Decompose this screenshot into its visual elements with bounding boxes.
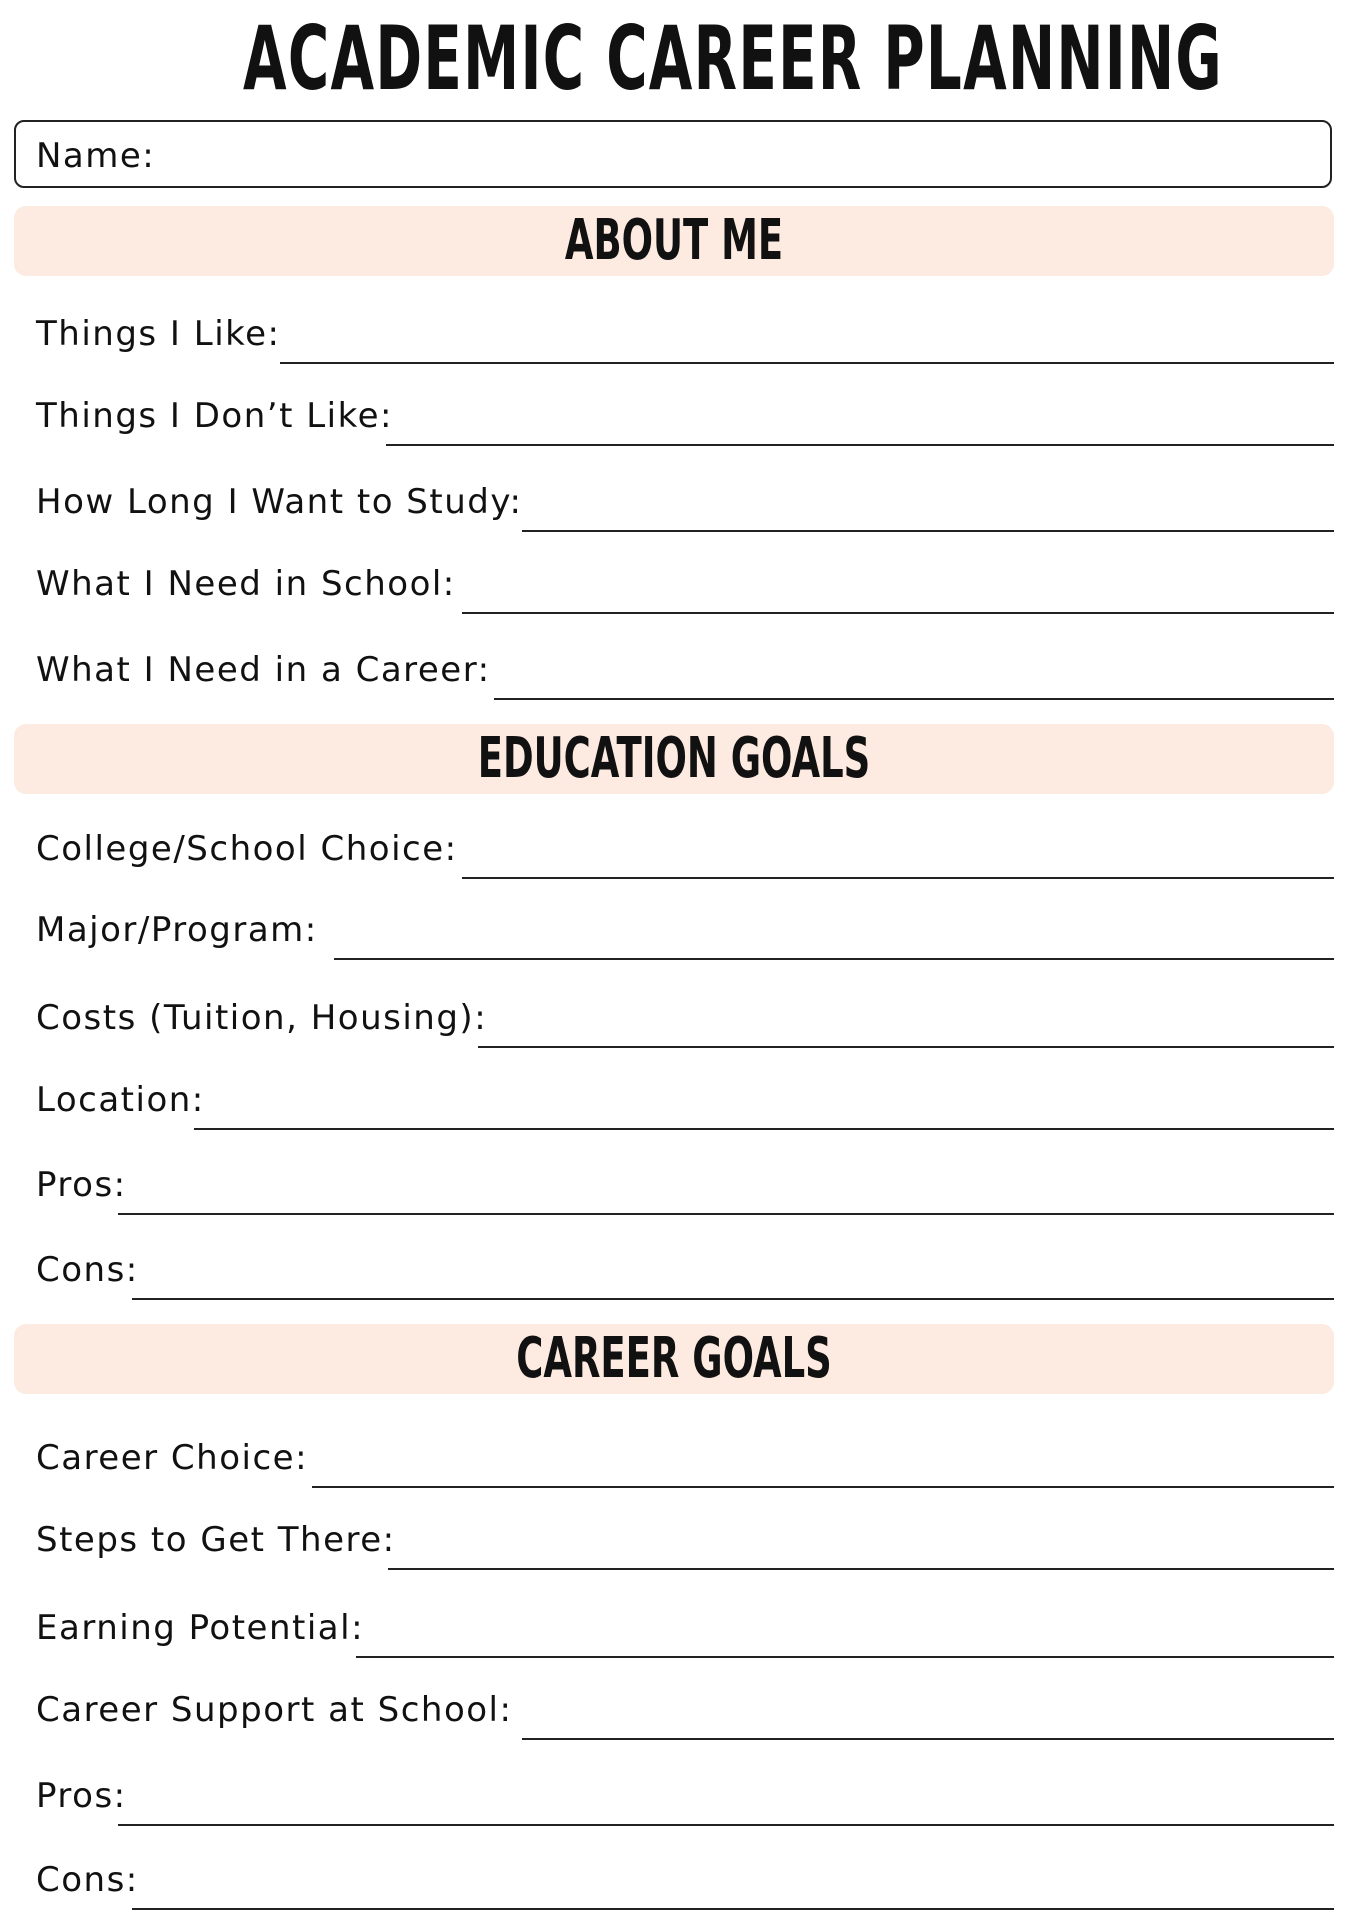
- field-label: Pros:: [36, 1163, 133, 1207]
- field-label: Costs (Tuition, Housing):: [36, 996, 493, 1040]
- field-label: Career Support at School:: [36, 1688, 518, 1732]
- section-header-about: [14, 206, 1334, 276]
- answer-line[interactable]: [494, 698, 1334, 700]
- name-label: Name:: [36, 136, 156, 176]
- page-title: ACADEMIC CAREER PLANNING: [243, 7, 1223, 110]
- answer-line[interactable]: [522, 530, 1334, 532]
- field-earning-potential[interactable]: [36, 1604, 1334, 1658]
- field-label: Cons:: [36, 1248, 145, 1292]
- name-field[interactable]: [14, 120, 1332, 188]
- field-education-pros[interactable]: [36, 1161, 1334, 1215]
- answer-line[interactable]: [132, 1298, 1334, 1300]
- answer-line[interactable]: [132, 1908, 1334, 1910]
- answer-line[interactable]: [522, 1738, 1334, 1740]
- field-label: Location:: [36, 1078, 211, 1122]
- answer-line[interactable]: [280, 362, 1334, 364]
- field-career-support[interactable]: [36, 1686, 1334, 1740]
- section-header-career: [14, 1324, 1334, 1394]
- field-label: Pros:: [36, 1774, 133, 1818]
- field-need-in-career[interactable]: [36, 646, 1334, 700]
- field-label: Career Choice:: [36, 1436, 314, 1480]
- field-label: Major/Program:: [36, 908, 324, 952]
- field-costs[interactable]: [36, 994, 1334, 1048]
- answer-line[interactable]: [356, 1656, 1334, 1658]
- field-label: Earning Potential:: [36, 1606, 370, 1650]
- answer-line[interactable]: [194, 1128, 1334, 1130]
- field-career-choice[interactable]: [36, 1434, 1334, 1488]
- section-header-education: [14, 724, 1334, 794]
- field-things-i-like[interactable]: [36, 310, 1334, 364]
- field-education-cons[interactable]: [36, 1246, 1334, 1300]
- field-label: Things I Like:: [36, 312, 287, 356]
- section-title-about: ABOUT ME: [564, 208, 784, 273]
- field-label: How Long I Want to Study:: [36, 480, 528, 524]
- answer-line[interactable]: [118, 1824, 1334, 1826]
- field-location[interactable]: [36, 1076, 1334, 1130]
- field-steps[interactable]: [36, 1516, 1334, 1570]
- answer-line[interactable]: [462, 877, 1334, 879]
- answer-line[interactable]: [462, 612, 1334, 614]
- answer-line[interactable]: [388, 1568, 1334, 1570]
- answer-line[interactable]: [334, 958, 1334, 960]
- field-college-choice[interactable]: [36, 825, 1334, 879]
- field-need-in-school[interactable]: [36, 560, 1334, 614]
- answer-line[interactable]: [478, 1046, 1334, 1048]
- answer-line[interactable]: [118, 1213, 1334, 1215]
- field-things-i-dont-like[interactable]: [36, 392, 1334, 446]
- field-label: Cons:: [36, 1858, 145, 1902]
- field-career-cons[interactable]: [36, 1856, 1334, 1910]
- field-major-program[interactable]: [36, 906, 1334, 960]
- field-label: Things I Don’t Like:: [36, 394, 399, 438]
- section-title-education: EDUCATION GOALS: [477, 726, 871, 791]
- field-how-long-study[interactable]: [36, 478, 1334, 532]
- answer-line[interactable]: [386, 444, 1334, 446]
- section-title-career: CAREER GOALS: [516, 1326, 832, 1391]
- field-label: What I Need in a Career:: [36, 648, 497, 692]
- field-label: Steps to Get There:: [36, 1518, 402, 1562]
- field-label: College/School Choice:: [36, 827, 464, 871]
- answer-line[interactable]: [312, 1486, 1334, 1488]
- field-career-pros[interactable]: [36, 1772, 1334, 1826]
- field-label: What I Need in School:: [36, 562, 462, 606]
